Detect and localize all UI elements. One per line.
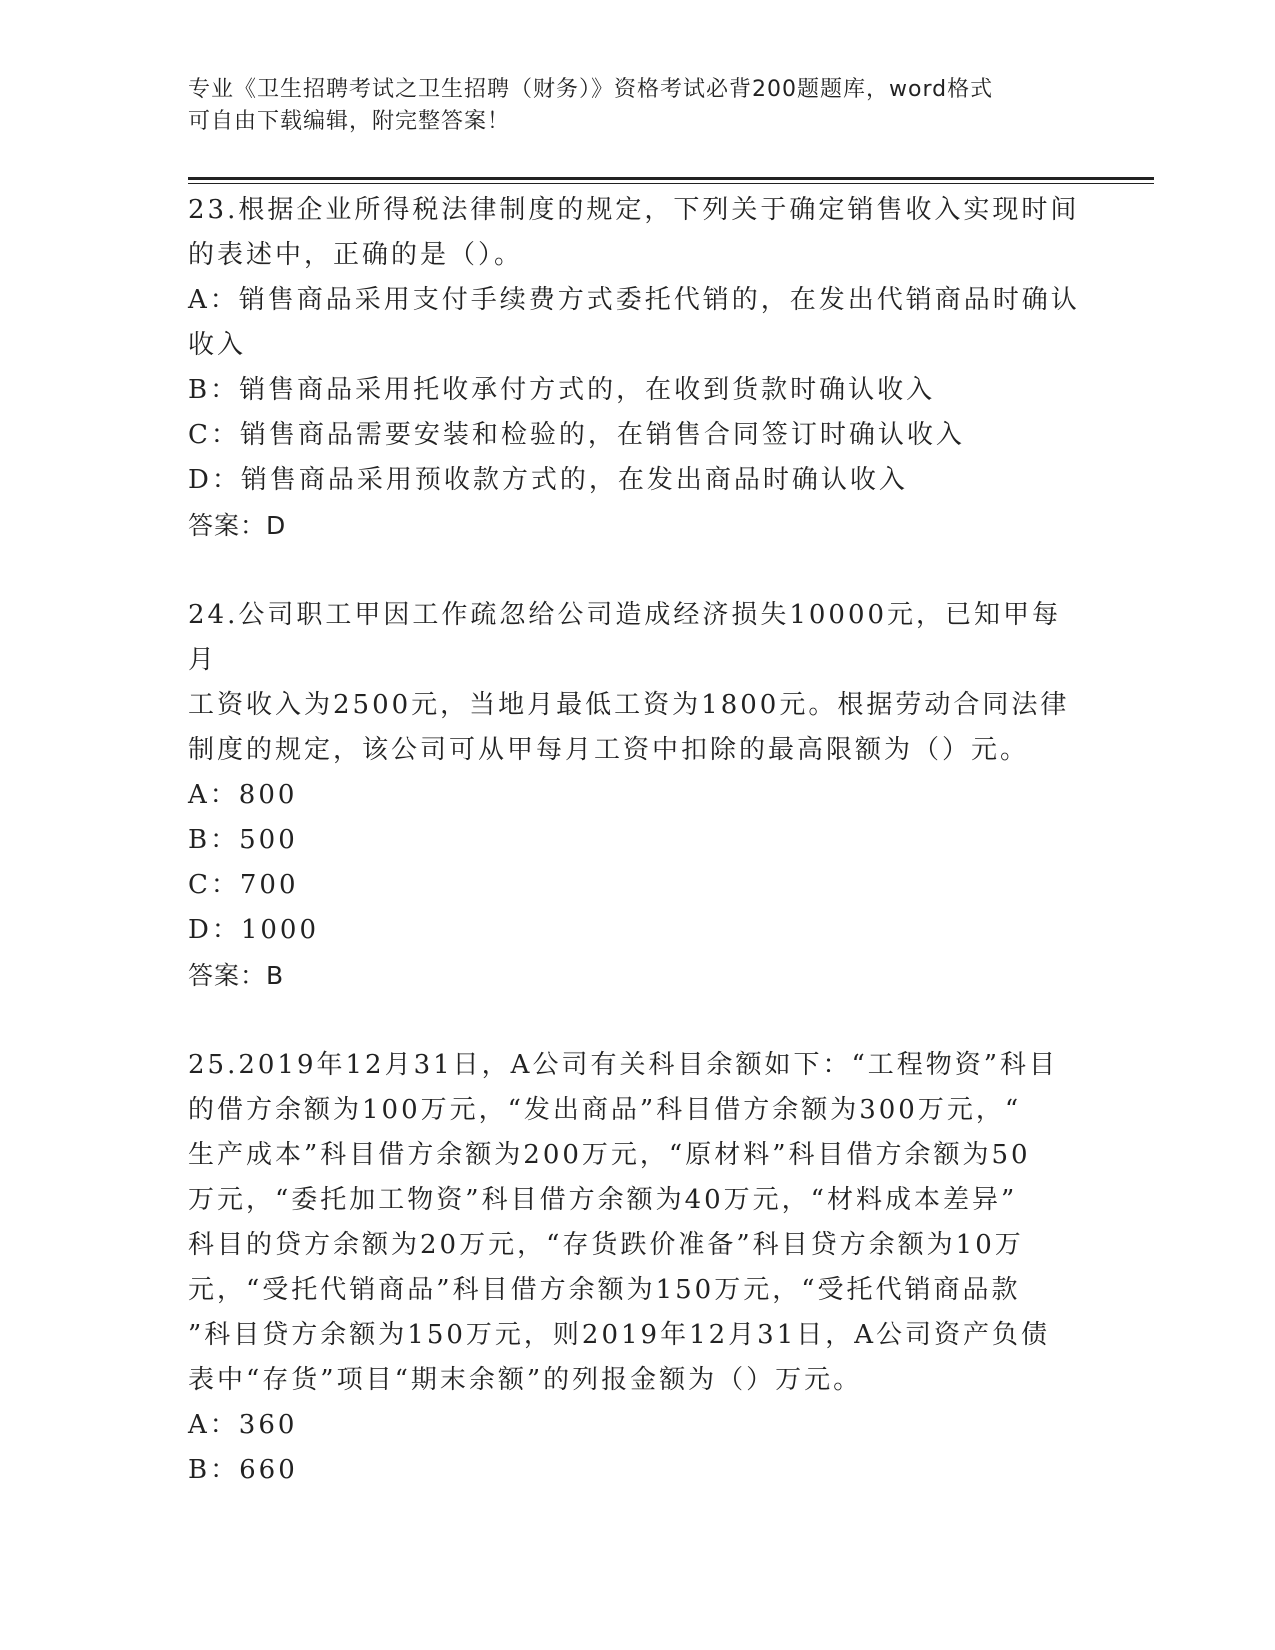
question-25-text-line-2: 的借方余额为100万元，“发出商品”科目借方余额为300万元，“	[188, 1095, 1022, 1125]
header-line-2: 可自由下载编辑，附完整答案！	[188, 109, 511, 134]
question-25-text-line-3: 生产成本”科目借方余额为200万元，“原材料”科目借方余额为50	[188, 1140, 1031, 1170]
question-24-text-line-2: 工资收入为2500元，当地月最低工资为1800元。根据劳动合同法律	[188, 690, 1070, 720]
question-24	[188, 593, 1088, 998]
question-25-option-a: A：360	[188, 1410, 298, 1440]
question-25-text-line-4: 万元，“委托加工物资”科目借方余额为40万元，“材料成本差异”	[188, 1185, 1018, 1215]
spacer	[188, 998, 1088, 1043]
document-header	[188, 74, 1088, 138]
question-list	[188, 188, 1088, 1493]
question-23-option-a: A：销售商品采用支付手续费方式委托代销的，在发出代销商品时确认	[188, 285, 1080, 315]
question-23-text-line-2: 的表述中，正确的是（）。	[188, 240, 524, 270]
header-line-1: 专业《卫生招聘考试之卫生招聘（财务）》资格考试必背200题题库，word格式	[188, 77, 994, 102]
question-24-text-line-3: 制度的规定，该公司可从甲每月工资中扣除的最高限额为（）元。	[188, 735, 1030, 765]
spacer	[188, 548, 1088, 593]
question-24-option-b: B：500	[188, 825, 298, 855]
question-24-option-a: A：800	[188, 780, 298, 810]
question-24-option-d: D：1000	[188, 915, 320, 945]
question-23-option-c: C：销售商品需要安装和检验的，在销售合同签订时确认收入	[188, 420, 965, 450]
question-23-text-line-1: 23.根据企业所得税法律制度的规定，下列关于确定销售收入实现时间	[188, 195, 1080, 225]
question-25-text-line-5: 科目的贷方余额为20万元，“存货跌价准备”科目贷方余额为10万	[188, 1230, 1024, 1260]
question-24-answer: 答案：B	[188, 961, 285, 990]
question-24-text-line-1: 24.公司职工甲因工作疏忽给公司造成经济损失10000元，已知甲每月	[188, 600, 1062, 675]
question-23-option-d: D：销售商品采用预收款方式的，在发出商品时确认收入	[188, 465, 908, 495]
question-23-answer: 答案：D	[188, 511, 287, 540]
question-25-text-line-1: 25.2019年12月31日，A公司有关科目余额如下：“工程物资”科目	[188, 1050, 1059, 1080]
question-23-option-a-continued: 收入	[188, 330, 247, 360]
question-25-text-line-6: 元，“受托代销商品”科目借方余额为150万元，“受托代销商品款	[188, 1275, 1021, 1305]
question-25-text-line-7: ”科目贷方余额为150万元，则2019年12月31日，A公司资产负债	[188, 1320, 1051, 1350]
question-24-option-c: C：700	[188, 870, 299, 900]
question-23-option-b: B：销售商品采用托收承付方式的，在收到货款时确认收入	[188, 375, 936, 405]
header-divider-thick	[188, 177, 1154, 180]
question-25	[188, 1043, 1088, 1493]
question-25-option-b: B：660	[188, 1455, 298, 1485]
question-23	[188, 188, 1088, 548]
question-25-text-line-8: 表中“存货”项目“期末余额”的列报金额为（）万元。	[188, 1365, 863, 1395]
header-divider-thin	[188, 183, 1154, 184]
